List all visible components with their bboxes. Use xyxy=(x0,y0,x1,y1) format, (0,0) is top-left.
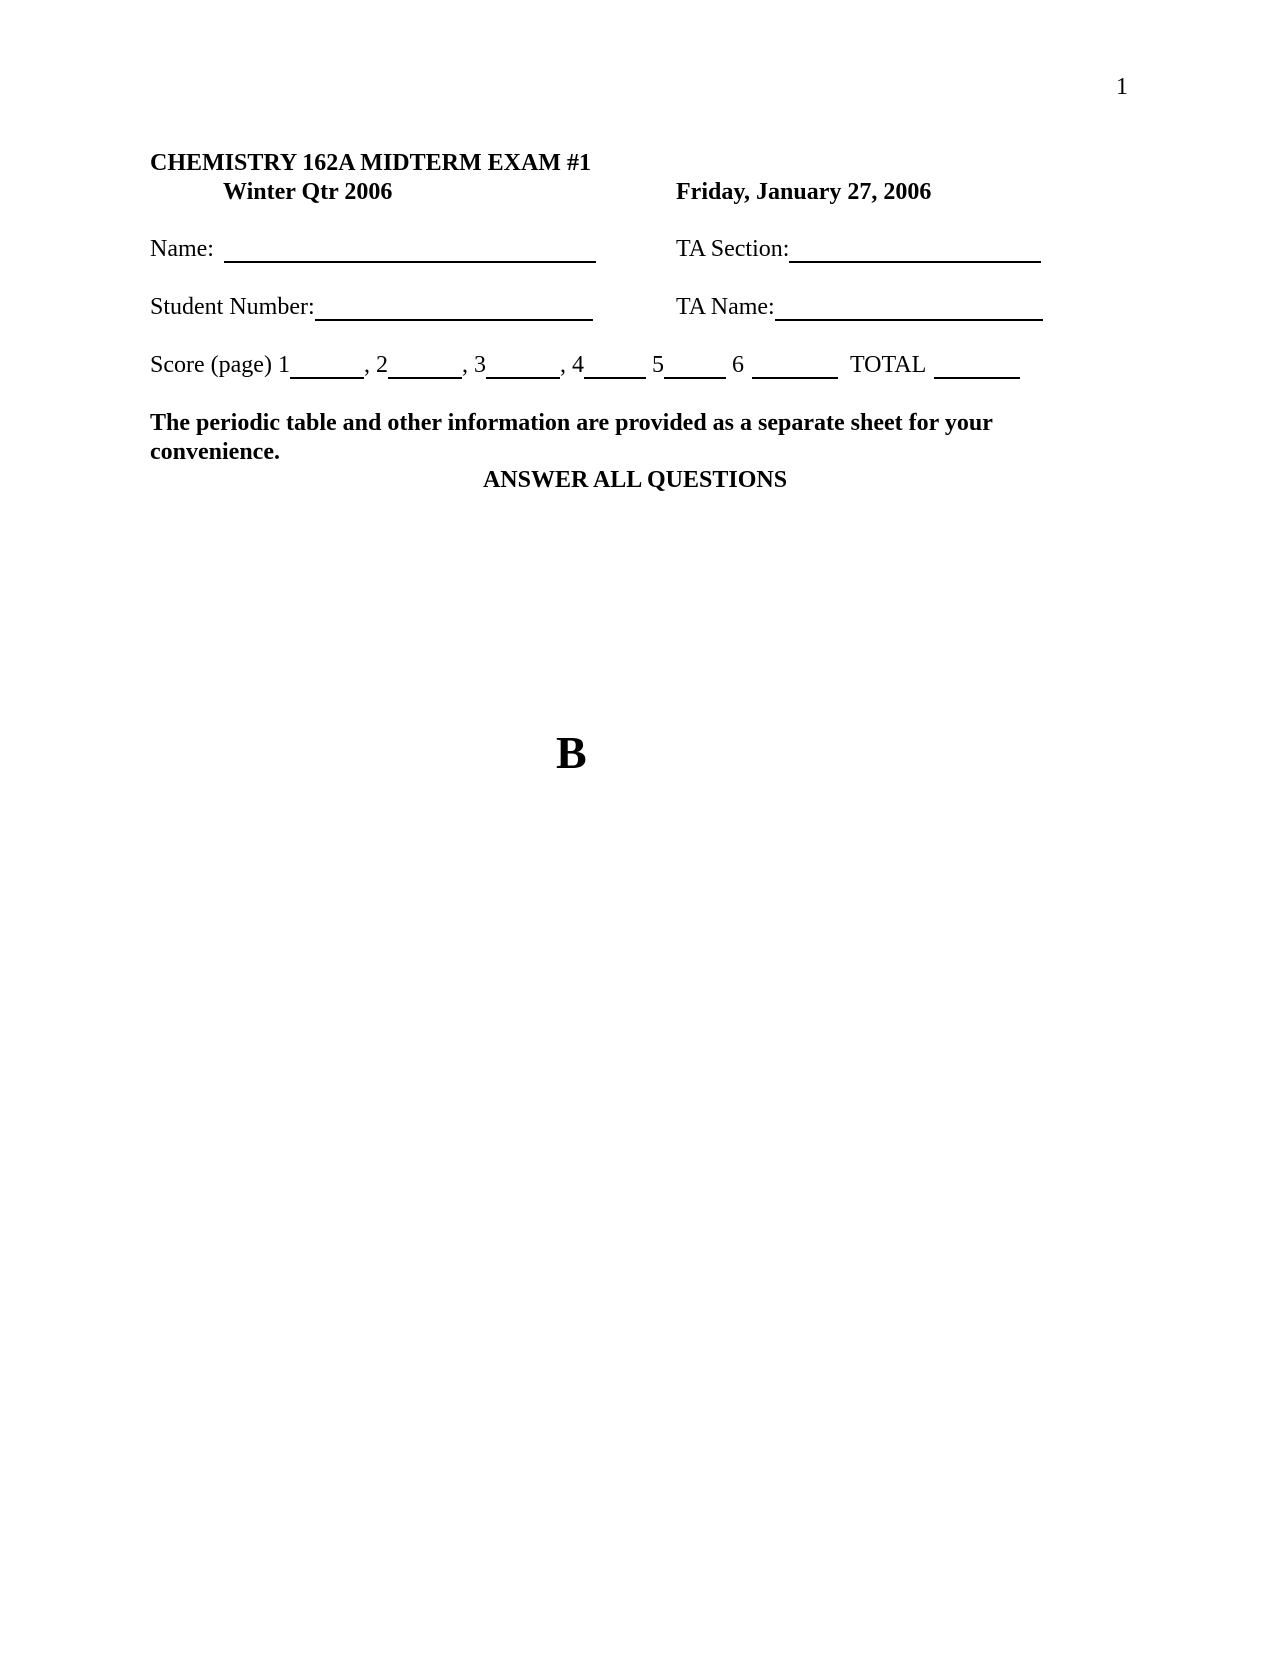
exam-title: CHEMISTRY 162A MIDTERM EXAM #1 xyxy=(150,150,591,176)
score-page-3-blank[interactable] xyxy=(486,355,560,379)
name-field[interactable] xyxy=(150,236,596,263)
score-page-5-blank[interactable] xyxy=(664,355,726,379)
score-page-2-blank[interactable] xyxy=(388,355,462,379)
score-row: Score (page) 1 , 2 , 3 , 4 5 6 TOTAL xyxy=(150,352,1020,379)
score-page-6-number: 6 xyxy=(731,352,744,378)
exam-date: Friday, January 27, 2006 xyxy=(676,179,932,205)
ta-section-blank[interactable] xyxy=(789,239,1041,263)
score-page-1-number: 1 xyxy=(277,352,290,378)
score-page-5-number: 5 xyxy=(651,352,664,378)
ta-name-blank[interactable] xyxy=(775,297,1043,321)
ta-section-field[interactable] xyxy=(676,236,1041,263)
page-number: 1 xyxy=(1116,74,1128,100)
ta-name-label: TA Name: xyxy=(676,294,775,320)
periodic-table-notice: The periodic table and other information are provided as a separate sheet for your convenience. xyxy=(150,410,993,465)
student-number-field[interactable] xyxy=(150,294,593,321)
score-total-label: TOTAL xyxy=(849,352,927,378)
answer-all-instruction: ANSWER ALL QUESTIONS xyxy=(482,467,788,493)
exam-term: Winter Qtr 2006 xyxy=(223,179,393,205)
name-label: Name: xyxy=(150,236,214,262)
score-page-3-number: 3 xyxy=(473,352,486,378)
score-total-blank[interactable] xyxy=(934,355,1020,379)
exam-version-letter: B xyxy=(556,727,587,778)
student-number-label: Student Number: xyxy=(150,294,315,320)
score-page-4-blank[interactable] xyxy=(584,355,646,379)
score-page-2-number: 2 xyxy=(375,352,388,378)
score-label: Score (page) xyxy=(150,352,272,378)
ta-section-label: TA Section: xyxy=(676,236,790,262)
score-page-4-number: 4 xyxy=(571,352,584,378)
ta-name-field[interactable] xyxy=(676,294,1043,321)
score-page-1-blank[interactable] xyxy=(290,355,364,379)
score-page-6-blank[interactable] xyxy=(752,355,838,379)
student-number-blank[interactable] xyxy=(315,297,593,321)
name-blank[interactable] xyxy=(224,239,596,263)
